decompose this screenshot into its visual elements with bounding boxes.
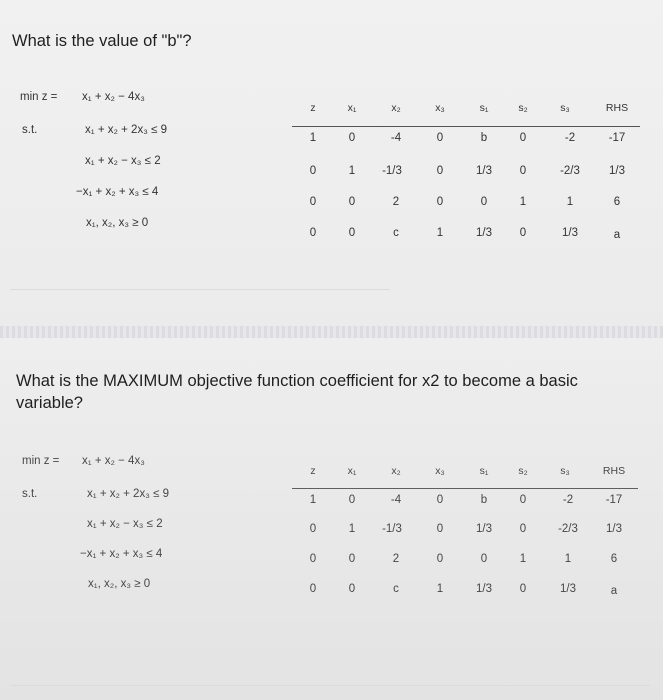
cell-c: c — [393, 227, 399, 239]
divider-line — [10, 685, 650, 686]
header-s3: s₃ — [560, 465, 570, 477]
cell-b: b — [480, 494, 488, 506]
cell: 0 — [480, 196, 488, 208]
cell: 1 — [519, 553, 527, 565]
cell: 0 — [348, 583, 356, 595]
cell: 1/3 — [476, 227, 492, 239]
cell-a: a — [610, 585, 618, 597]
cell: 0 — [309, 523, 317, 535]
header-z: z — [310, 102, 316, 114]
question-1-text: What is the value of "b"? — [12, 32, 192, 50]
constraint-1: x₁ + x₂ + 2x₃ ≤ 9 — [85, 124, 167, 136]
cell: 1/3 — [476, 583, 492, 595]
constraint-3: −x₁ + x₂ + x₃ ≤ 4 — [80, 548, 163, 560]
header-x1: x₁ — [347, 102, 357, 114]
cell: 1 — [436, 227, 444, 239]
cell-a: a — [613, 229, 621, 241]
cell: 1 — [564, 553, 572, 565]
header-x2: x₂ — [391, 102, 401, 114]
cell: 0 — [519, 494, 527, 506]
cell: 1 — [566, 196, 574, 208]
cell: -17 — [608, 132, 626, 144]
cell: 0 — [436, 165, 444, 177]
cell: 1/3 — [476, 523, 492, 535]
cell: 0 — [436, 132, 444, 144]
cell: 0 — [519, 132, 527, 144]
cell: 0 — [519, 523, 527, 535]
cell: 0 — [348, 553, 356, 565]
cell: 0 — [519, 227, 527, 239]
header-rhs: RHS — [605, 102, 629, 114]
cell: -1/3 — [382, 165, 402, 177]
cell: 0 — [309, 196, 317, 208]
cell: 2 — [392, 196, 400, 208]
cell: 0 — [480, 553, 488, 565]
cell: 1 — [309, 494, 317, 506]
header-x1: x₁ — [347, 465, 357, 477]
cell: 0 — [436, 523, 444, 535]
cell: 0 — [309, 583, 317, 595]
cell: 0 — [436, 553, 444, 565]
header-s2: s₂ — [518, 102, 528, 114]
constraint-2: x₁ + x₂ − x₃ ≤ 2 — [85, 155, 161, 167]
cell: 1 — [309, 132, 317, 144]
header-x3: x₃ — [435, 465, 445, 477]
constraint-1: x₁ + x₂ + 2x₃ ≤ 9 — [87, 488, 169, 500]
header-s3: s₃ — [560, 102, 570, 114]
header-s2: s₂ — [518, 465, 528, 477]
constraint-3: −x₁ + x₂ + x₃ ≤ 4 — [76, 186, 159, 198]
header-rule — [292, 488, 638, 489]
cell: 1 — [436, 583, 444, 595]
cell: -2 — [562, 494, 574, 506]
constraint-2: x₁ + x₂ − x₃ ≤ 2 — [87, 518, 163, 530]
cell: 0 — [309, 165, 317, 177]
header-z: z — [310, 465, 316, 477]
cell: 2 — [392, 553, 400, 565]
cell: 0 — [519, 583, 527, 595]
st-label: s.t. — [22, 124, 38, 136]
cell: 0 — [309, 227, 317, 239]
objective-label: min z = — [22, 455, 60, 467]
divider-line — [10, 289, 390, 290]
cell: 0 — [348, 494, 356, 506]
cell: 6 — [613, 196, 621, 208]
objective-expression: x₁ + x₂ − 4x₃ — [82, 455, 145, 467]
cell: -17 — [605, 494, 623, 506]
cell: 1/3 — [609, 165, 625, 177]
st-label: s.t. — [22, 488, 38, 500]
cell: 0 — [309, 553, 317, 565]
cell: -4 — [390, 494, 402, 506]
cell: 0 — [519, 165, 527, 177]
header-s1: s₁ — [479, 102, 489, 114]
cell: 0 — [348, 196, 356, 208]
nonnegativity-constraint: x₁, x₂, x₃ ≥ 0 — [86, 217, 149, 229]
header-x2: x₂ — [391, 465, 401, 477]
cell: 0 — [436, 196, 444, 208]
objective-label: min z = — [20, 91, 58, 103]
cell: -4 — [390, 132, 402, 144]
cell: 1 — [348, 165, 356, 177]
cell: 1/3 — [562, 227, 578, 239]
cell: 0 — [348, 132, 356, 144]
header-s1: s₁ — [479, 465, 489, 477]
header-rhs: RHS — [602, 465, 626, 477]
cell: 1 — [348, 523, 356, 535]
cell: 1 — [519, 196, 527, 208]
objective-expression: x₁ + x₂ − 4x₃ — [82, 91, 145, 103]
cell: -2 — [564, 132, 576, 144]
cell: 1/3 — [476, 165, 492, 177]
cell-c: c — [393, 583, 399, 595]
question-2-text: What is the MAXIMUM objective function coefficient for x2 to become a basic variable? — [16, 372, 578, 412]
cell: 0 — [436, 494, 444, 506]
header-x3: x₃ — [435, 102, 445, 114]
cell: -2/3 — [558, 523, 578, 535]
cell: 1/3 — [560, 583, 576, 595]
cell: 6 — [610, 553, 618, 565]
cell: 0 — [348, 227, 356, 239]
nonnegativity-constraint: x₁, x₂, x₃ ≥ 0 — [88, 578, 151, 590]
header-rule — [292, 126, 640, 127]
cell: 1/3 — [606, 523, 622, 535]
cell: -2/3 — [560, 165, 580, 177]
cell-b: b — [480, 132, 488, 144]
cell: -1/3 — [382, 523, 402, 535]
